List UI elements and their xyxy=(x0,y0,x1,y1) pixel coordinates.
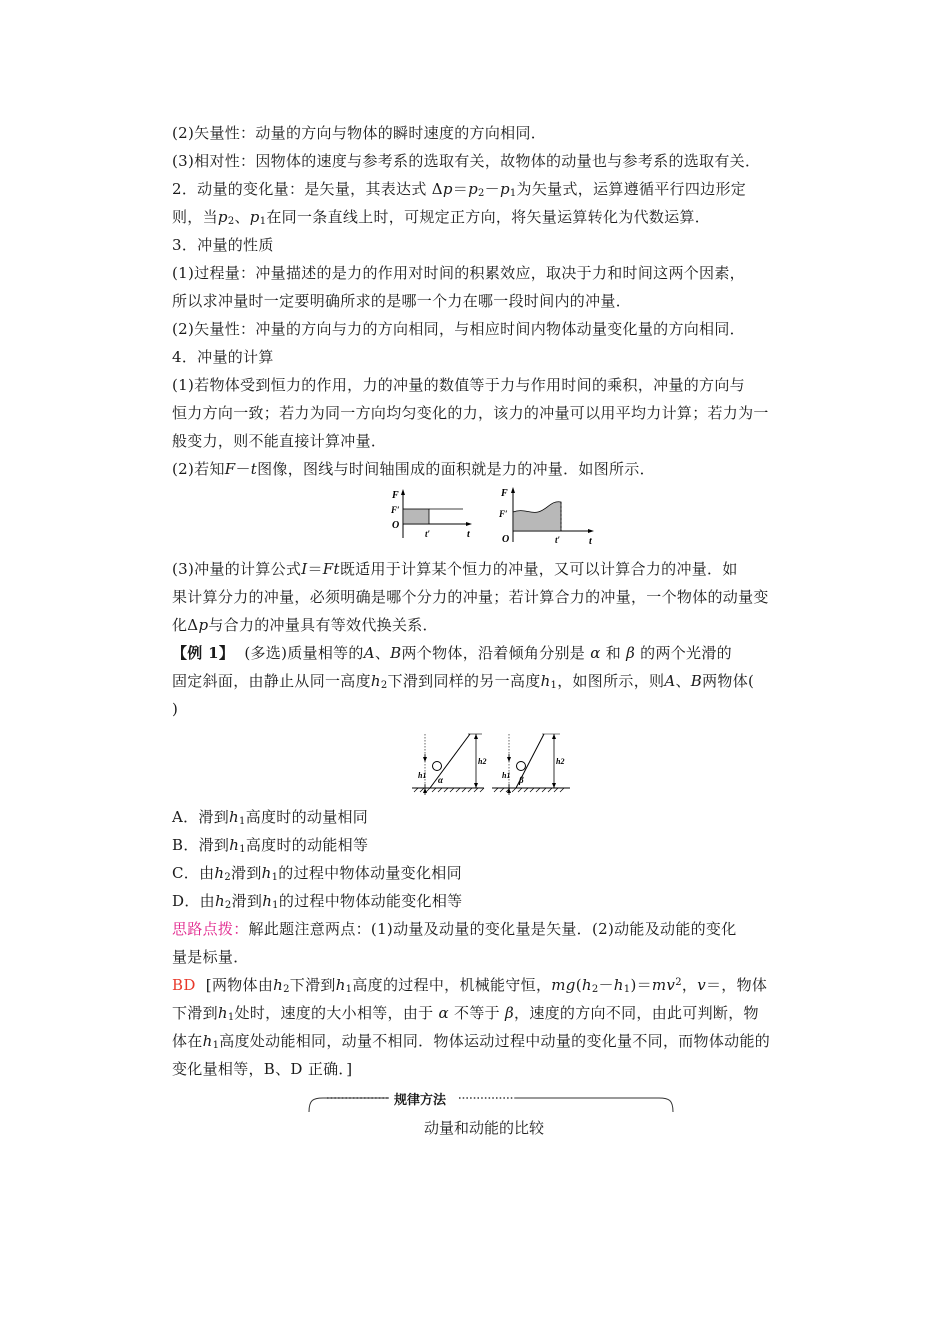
text: 高度时的动量相同 xyxy=(245,808,369,826)
text: 3．冲量的性质 xyxy=(172,236,274,254)
text: 不等于 xyxy=(454,1004,500,1022)
text: h xyxy=(217,1004,228,1022)
text: h xyxy=(214,892,225,910)
text: p xyxy=(499,180,510,198)
text-line xyxy=(172,1028,812,1055)
text: 1 xyxy=(239,816,246,827)
text: 的过程中物体动量变化相同 xyxy=(278,864,462,882)
text: 体在 xyxy=(172,1032,203,1050)
text: h xyxy=(202,1032,213,1050)
text: － xyxy=(484,180,500,198)
text: 2 xyxy=(224,872,232,883)
text: 高度处动能相同，动量不相同．物体运动过程中动量的变化量不同，而物体动能的 xyxy=(219,1032,771,1050)
text: 1 xyxy=(345,984,353,995)
text: 2．动量的变化量：是矢量，其表达式 Δ xyxy=(172,180,443,198)
text: ＝，物体 xyxy=(705,976,768,994)
text: 的两个光滑的 xyxy=(640,644,732,662)
text: 为矢量式，运算遵循平行四边形定 xyxy=(516,180,747,198)
axis-label-f: F xyxy=(392,490,399,501)
text: 1 xyxy=(271,872,279,883)
text: (1)若物体受到恒力的作用，力的冲量的数值等于力与作用时间的乘积，冲量的方向与 xyxy=(172,376,745,394)
text: B xyxy=(390,644,402,662)
text: － xyxy=(235,460,251,478)
text: 1 xyxy=(509,188,517,199)
text: (2)若知 xyxy=(172,460,225,478)
text: A xyxy=(363,644,375,662)
height-label-h1: h1 xyxy=(502,771,511,780)
text-line xyxy=(172,1056,812,1083)
text-line xyxy=(172,428,812,455)
text: p xyxy=(442,180,453,198)
text: β xyxy=(505,1004,515,1022)
text: ＝ xyxy=(307,560,323,578)
text: 2 xyxy=(675,977,682,988)
text: I xyxy=(301,560,308,578)
text: B．滑到 xyxy=(172,836,230,854)
text: p xyxy=(468,180,478,198)
banner-title: 规律方法 xyxy=(394,1093,447,1108)
text: 高度的过程中，机械能守恒， xyxy=(352,976,552,994)
text: (2)矢量性：动量的方向与物体的瞬时速度的方向相同． xyxy=(172,124,547,142)
text: α xyxy=(590,644,601,662)
text: p xyxy=(198,616,209,634)
text: 、 xyxy=(675,672,691,690)
text: 两个物体，沿着倾角分别是 xyxy=(401,644,586,662)
text: 2 xyxy=(227,216,235,227)
text: h xyxy=(540,672,551,690)
text: 既适用于计算某个恒力的冲量，又可以计算合力的冲量．如 xyxy=(339,560,738,578)
axis-label-f: F xyxy=(501,488,508,499)
text: h xyxy=(229,808,240,826)
example-label: 【例 1】 xyxy=(172,644,235,662)
text: v xyxy=(697,976,706,994)
text: － xyxy=(598,976,614,994)
text: 1 xyxy=(239,844,246,855)
text: 下滑到 xyxy=(289,976,336,994)
text: t xyxy=(250,460,258,478)
text: (多选)质量相等的 xyxy=(244,644,364,662)
text: 1 xyxy=(550,680,558,691)
text: B xyxy=(690,672,703,690)
text: 固定斜面，由静止从同一高度 xyxy=(172,672,371,690)
text: ( xyxy=(575,976,582,994)
text: 图像，图线与时间轴围成的面积就是力的冲量．如图所示． xyxy=(257,460,655,478)
text: 处时，速度的大小相等，由于 xyxy=(234,1004,434,1022)
tick-label-tprime: t′ xyxy=(425,529,431,539)
text-line xyxy=(172,556,812,583)
text: 、 xyxy=(374,644,391,662)
text-line xyxy=(172,176,812,203)
text: h xyxy=(261,864,272,882)
text: 量是标量． xyxy=(172,948,249,966)
answer-label: BD xyxy=(172,976,196,994)
height-label-h1: h1 xyxy=(418,771,427,780)
text: (2)矢量性：冲量的方向与力的方向相同，与相应时间内物体动量变化量的方向相同． xyxy=(172,320,745,338)
option-b xyxy=(172,832,812,859)
origin-label: O xyxy=(502,534,510,545)
text-line xyxy=(172,944,812,971)
text: 2 xyxy=(283,984,290,995)
origin-label: O xyxy=(392,520,400,531)
text: 2 xyxy=(477,188,485,199)
text: 、 xyxy=(234,208,250,226)
incline-left xyxy=(412,734,486,795)
text: ， xyxy=(681,976,698,994)
text: 4．冲量的计算 xyxy=(172,348,274,366)
text-line xyxy=(172,344,812,371)
text: 则，当 xyxy=(172,208,218,226)
text-line xyxy=(172,288,812,315)
text-line xyxy=(172,260,812,287)
ft-graph-right xyxy=(498,487,594,547)
text: h xyxy=(214,864,225,882)
hint-label: 思路点拨： xyxy=(172,920,249,938)
text: h xyxy=(370,672,381,690)
text: 高度时的动能相等 xyxy=(245,836,369,854)
text-line xyxy=(172,668,812,695)
text: ＝ xyxy=(452,180,469,198)
incline-figure xyxy=(412,726,572,796)
option-a xyxy=(172,804,812,831)
axis-label-fprime: F′ xyxy=(499,509,508,519)
text: mg xyxy=(551,976,576,994)
ft-graph-left xyxy=(390,489,472,540)
hint-line xyxy=(172,916,812,943)
option-d xyxy=(172,888,812,915)
text: 滑到 xyxy=(231,864,262,882)
text: 所以求冲量时一定要明确所求的是哪一个力在哪一段时间内的冲量． xyxy=(172,292,632,310)
text: p xyxy=(249,208,260,226)
text-line xyxy=(172,696,812,723)
text: 2 xyxy=(380,680,388,691)
text: A xyxy=(664,672,676,690)
text-line xyxy=(172,204,812,231)
text: 般变力，则不能直接计算冲量． xyxy=(172,432,387,450)
text: A．滑到 xyxy=(172,808,230,826)
section-subtitle: 动量和动能的比较 xyxy=(424,1119,545,1137)
text: h xyxy=(229,836,240,854)
height-label-h2: h2 xyxy=(478,757,487,766)
text: 与合力的冲量具有等效代换关系． xyxy=(208,616,438,634)
text-line xyxy=(172,640,812,667)
text-line xyxy=(172,148,812,175)
height-label-h2: h2 xyxy=(556,757,565,766)
text: 两物体( xyxy=(702,672,755,690)
text: 1 xyxy=(212,1040,220,1051)
text: mv xyxy=(651,976,676,994)
text: 和 xyxy=(605,644,622,662)
text: 下滑到同样的另一高度 xyxy=(387,672,541,690)
text: 变化量相等，B、D 正确．] xyxy=(172,1060,353,1078)
text: D．由 xyxy=(172,892,215,910)
text: 2 xyxy=(591,984,599,995)
axis-label-t: t xyxy=(589,536,592,547)
text: h xyxy=(613,976,624,994)
text: h xyxy=(581,976,592,994)
text: 果计算分力的冲量，必须明确是哪个分力的冲量；若计算合力的冲量，一个物体的动量变 xyxy=(172,588,769,606)
text: [两物体由 xyxy=(205,976,274,994)
text: h xyxy=(262,892,273,910)
text: (1)过程量：冲量描述的是力的作用对时间的积累效应，取决于力和时间这两个因素， xyxy=(172,264,745,282)
text-line xyxy=(172,120,812,147)
text: 1 xyxy=(623,984,631,995)
text: 1 xyxy=(272,900,279,911)
text: F xyxy=(224,460,236,478)
angle-label: β xyxy=(519,775,524,785)
text: )＝ xyxy=(630,976,652,994)
text: β xyxy=(626,644,636,662)
text: 在同一条直线上时，可规定正方向，将矢量运算转化为代数运算． xyxy=(266,208,711,226)
answer-line xyxy=(172,972,812,999)
axis-label-t: t xyxy=(467,529,470,540)
text: 2 xyxy=(224,900,232,911)
text: 的过程中物体动能变化相等 xyxy=(278,892,463,910)
text: 下滑到 xyxy=(172,1004,218,1022)
text: C．由 xyxy=(172,864,215,882)
text-line xyxy=(172,456,812,483)
text: 1 xyxy=(227,1012,235,1023)
text: Ft xyxy=(322,560,340,578)
text-line xyxy=(172,372,812,399)
text-line xyxy=(172,584,812,611)
incline-right xyxy=(492,734,570,795)
text-line xyxy=(172,400,812,427)
tick-label-tprime: t′ xyxy=(555,535,561,545)
angle-label: α xyxy=(438,775,443,785)
ft-graph-figure xyxy=(385,486,605,548)
text-line xyxy=(172,316,812,343)
axis-label-fprime: F′ xyxy=(391,505,400,515)
text: 化Δ xyxy=(172,616,199,634)
text: h xyxy=(335,976,346,994)
text: h xyxy=(273,976,284,994)
text: 解此题注意两点：(1)动量及动量的变化量是矢量．(2)动能及动能的变化 xyxy=(248,920,737,938)
option-c xyxy=(172,860,812,887)
text: 恒力方向一致；若力为同一方向均匀变化的力，该力的冲量可以用平均力计算；若力为一 xyxy=(172,404,769,422)
text: (3)冲量的计算公式 xyxy=(172,560,302,578)
text: 1 xyxy=(259,216,267,227)
text-line xyxy=(172,232,812,259)
text: ，如图所示，则 xyxy=(557,672,665,690)
text: ) xyxy=(172,700,179,718)
text: 滑到 xyxy=(231,892,263,910)
text-line xyxy=(172,1000,812,1027)
text: α xyxy=(438,1004,449,1022)
text: p xyxy=(217,208,228,226)
section-banner xyxy=(305,1090,677,1116)
text: (3)相对性：因物体的速度与参考系的选取有关，故物体的动量也与参考系的选取有关． xyxy=(172,152,761,170)
text: ，速度的方向不同，由此可判断，物 xyxy=(514,1004,759,1022)
text-line xyxy=(172,612,812,639)
